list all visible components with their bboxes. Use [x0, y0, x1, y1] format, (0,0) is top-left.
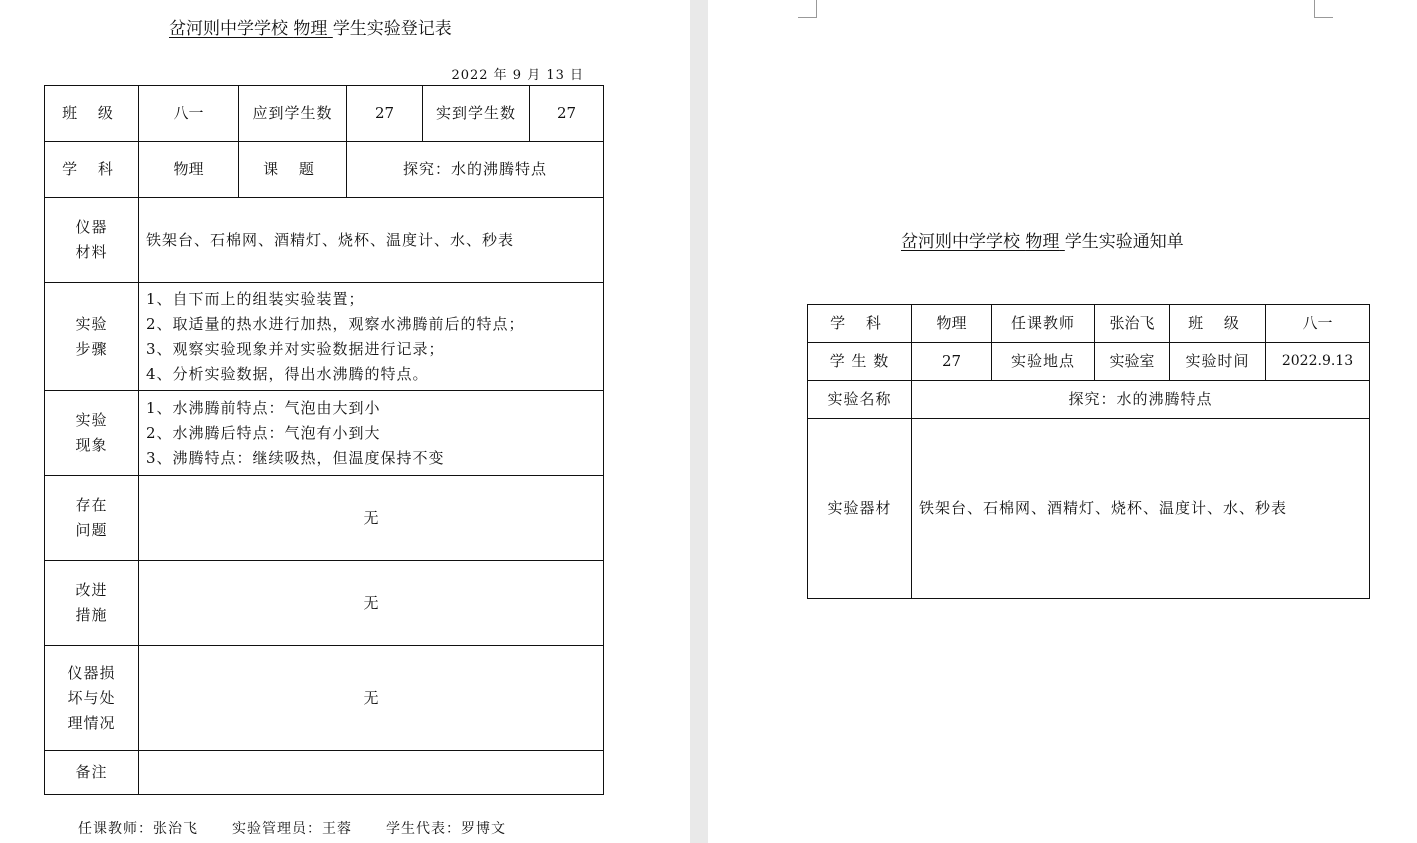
notice-students-label: 学 生 数 [808, 343, 912, 381]
page-register [0, 0, 690, 843]
step-line: 1、自下而上的组装实验装置； [146, 289, 365, 308]
notice-place-value: 实验室 [1095, 343, 1170, 381]
damage-value: 无 [139, 646, 604, 751]
remarks-label: 备注 [45, 751, 139, 795]
notice-equipment-value: 铁架台、石棉网、酒精灯、烧杯、温度计、水、秒表 [912, 419, 1370, 599]
register-date: 2022 年 9 月 13 日 [451, 68, 584, 83]
table-row [45, 198, 604, 283]
register-title-subject: 物理 [293, 19, 328, 39]
teacher-signature: 任课教师：张治飞 [78, 821, 198, 837]
phenomenon-line: 1、水沸腾前特点：气泡由大到小 [146, 398, 381, 417]
phenomenon-line: 3、沸腾特点：继续吸热，但温度保持不变 [146, 448, 445, 467]
margin-corner-mark [1314, 0, 1333, 18]
phenomenon-line: 2、水沸腾后特点：气泡有小到大 [146, 423, 381, 442]
table-row [45, 646, 604, 751]
equipment-value: 铁架台、石棉网、酒精灯、烧杯、温度计、水、秒表 [139, 198, 604, 283]
notice-time-label: 实验时间 [1170, 343, 1266, 381]
table-row [808, 305, 1370, 343]
margin-corner-mark [798, 0, 817, 18]
step-line: 4、分析实验数据，得出水沸腾的特点。 [146, 364, 429, 383]
register-title-school: 岔河则中学学校 [169, 19, 288, 39]
notice-subject-value: 物理 [912, 305, 992, 343]
problems-value: 无 [139, 476, 604, 561]
subject-value: 物理 [139, 142, 239, 198]
damage-label: 仪器损 坏与处 理情况 [45, 646, 139, 751]
manager-signature: 实验管理员：王蓉 [232, 821, 352, 837]
signature-line [78, 818, 540, 838]
improvement-value: 无 [139, 561, 604, 646]
table-row [808, 419, 1370, 599]
expected-students-value: 27 [347, 86, 423, 142]
expected-students-label: 应到学生数 [239, 86, 347, 142]
notice-teacher-value: 张治飞 [1095, 305, 1170, 343]
step-line: 2、取适量的热水进行加热，观察水沸腾前后的特点； [146, 314, 525, 333]
remarks-value [139, 751, 604, 795]
notice-equipment-label: 实验器材 [808, 419, 912, 599]
table-row [45, 86, 604, 142]
class-label: 班 级 [45, 86, 139, 142]
topic-label: 课 题 [239, 142, 347, 198]
problems-label: 存在 问题 [45, 476, 139, 561]
steps-value [139, 283, 604, 391]
notice-place-label: 实验地点 [992, 343, 1095, 381]
table-row [45, 751, 604, 795]
notice-teacher-label: 任课教师 [992, 305, 1095, 343]
step-line: 3、观察实验现象并对实验数据进行记录； [146, 339, 445, 358]
actual-students-value: 27 [530, 86, 604, 142]
notice-time-value: 2022.9.13 [1266, 343, 1370, 381]
table-row [45, 283, 604, 391]
notice-table [807, 304, 1370, 599]
notice-subject-label: 学 科 [808, 305, 912, 343]
notice-name-label: 实验名称 [808, 381, 912, 419]
equipment-label: 仪器 材料 [45, 198, 139, 283]
table-row [45, 142, 604, 198]
register-table [44, 85, 604, 795]
subject-label: 学 科 [45, 142, 139, 198]
table-row [808, 381, 1370, 419]
student-rep-signature: 学生代表：罗博文 [386, 821, 506, 837]
notice-students-value: 27 [912, 343, 992, 381]
notice-title-school: 岔河则中学学校 [901, 232, 1020, 252]
actual-students-label: 实到学生数 [423, 86, 530, 142]
register-title [169, 14, 452, 39]
table-row [808, 343, 1370, 381]
register-title-suffix: 学生实验登记表 [332, 19, 452, 39]
notice-title-subject: 物理 [1025, 232, 1060, 252]
table-row [45, 476, 604, 561]
notice-class-label: 班 级 [1170, 305, 1266, 343]
notice-title-suffix: 学生实验通知单 [1064, 232, 1184, 252]
notice-class-value: 八一 [1266, 305, 1370, 343]
class-value: 八一 [139, 86, 239, 142]
steps-label: 实验 步骤 [45, 283, 139, 391]
notice-title [901, 227, 1184, 252]
notice-name-value: 探究：水的沸腾特点 [912, 381, 1370, 419]
table-row [45, 561, 604, 646]
phenomena-label: 实验 现象 [45, 391, 139, 476]
topic-value: 探究：水的沸腾特点 [347, 142, 604, 198]
page-notice [708, 0, 1417, 843]
phenomena-value [139, 391, 604, 476]
table-row [45, 391, 604, 476]
page-gap [690, 0, 708, 843]
improvement-label: 改进 措施 [45, 561, 139, 646]
